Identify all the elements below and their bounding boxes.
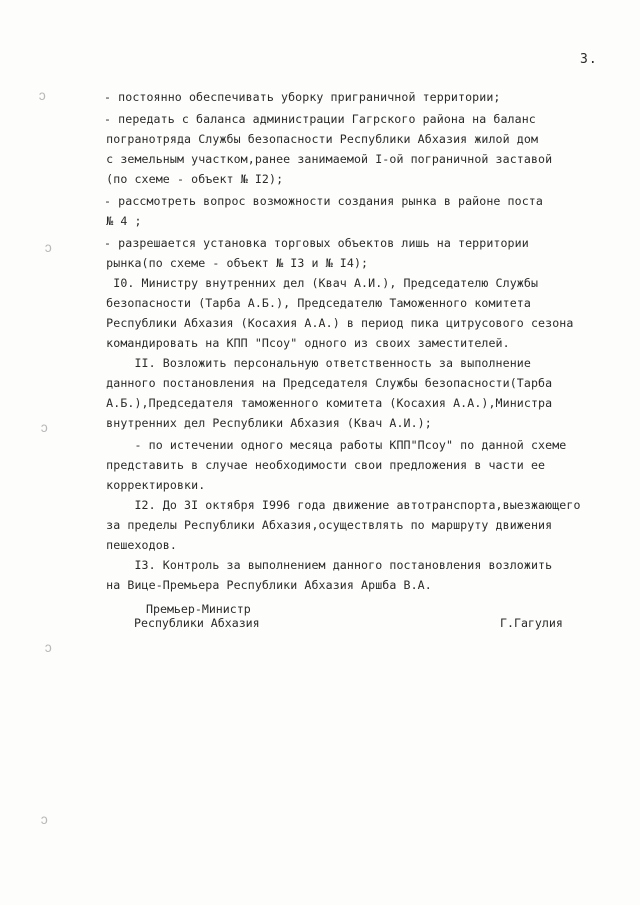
document-line: (по схеме - объект № I2); [92,172,284,186]
document-line: I3. Контроль за выполнением данного постановления возложить [92,558,553,572]
document-line: - рассмотреть вопрос возможности создания рынка в районе поста [104,194,543,208]
document-line: I0. Министру внутренних дел (Квач А.И.), Председателю Службы [92,276,539,290]
document-line: А.Б.),Председателя таможенного комитета (Косахия А.А.),Министра [92,396,553,410]
binder-hole-mark: ↄ [44,640,53,656]
document-line: данного постановления на Председателя Службы безопасности(Тарба [92,376,553,390]
signature-title-line2: Республики Абхазия [134,616,260,630]
document-line: Республики Абхазия (Косахия А.А.) в период пика цитрусового сезона [92,316,574,330]
document-line: - передать с баланса администрации Гагрского района на баланс [104,112,536,126]
document-line: за пределы Республики Абхазия,осуществлять по маршруту движения [92,518,553,532]
document-line: безопасности (Тарба А.Б.), Председателю Таможенного комитета [92,296,531,310]
signature-name: Г.Гагулия [500,616,563,630]
page-number: 3. [580,52,598,67]
document-line: представить в случае необходимости свои предложения в части ее [92,458,546,472]
document-line: на Вице-Премьера Республики Абхазия Аршба В.А. [92,578,432,592]
document-line: пешеходов. [92,538,177,552]
document-line: с земельным участком,ранее занимаемой I-ой пограничной заставой [92,152,553,166]
document-line: II. Возложить персональную ответственность за выполнение [92,356,531,370]
binder-hole-mark: ↄ [38,88,47,104]
document-line: № 4 ; [92,214,142,228]
signature-title-line1: Премьер-Министр [146,602,251,616]
document-line: - разрешается установка торговых объектов лишь на территории [104,236,529,250]
document-line: корректировки. [92,478,206,492]
binder-hole-mark: ↄ [40,420,49,436]
document-line: - по истечении одного месяца работы КПП"Псоу" по данной схеме [92,438,567,452]
document-line: - постоянно обеспечивать уборку приграничной территории; [104,90,501,104]
binder-hole-mark: ↄ [40,812,49,828]
binder-hole-mark: ↄ [44,240,53,256]
document-line: I2. До 3I октября I996 года движение автотранспорта,выезжающего [92,498,581,512]
document-line: командировать на КПП "Псоу" одного из своих заместителей. [92,336,510,350]
document-line: рынка(по схеме - объект № I3 и № I4); [92,256,369,270]
document-line: внутренних дел Республики Абхазия (Квач А.И.); [92,416,432,430]
document-line: погранотряда Службы безопасности Республики Абхазия жилой дом [92,132,539,146]
